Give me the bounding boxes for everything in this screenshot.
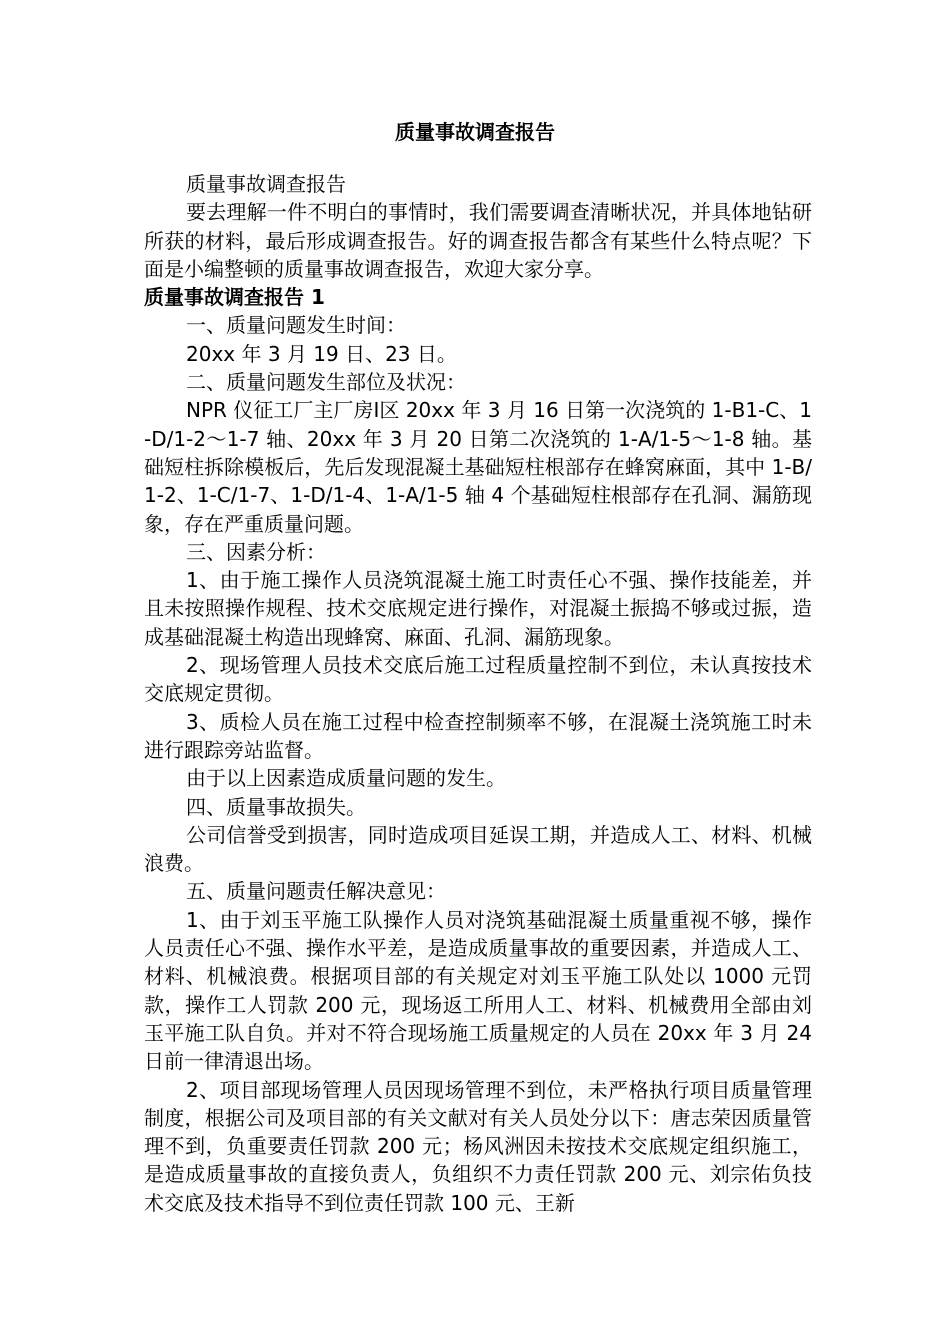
paragraph: 3、质检人员在施工过程中检查控制频率不够，在混凝土浇筑施工时未进行跟踪旁站监督。: [144, 709, 812, 762]
document-body: [144, 170, 812, 1217]
document-title: 质量事故调查报告: [395, 120, 555, 144]
paragraph: 1、由于刘玉平施工队操作人员对浇筑基础混凝土质量重视不够，操作人员责任心不强、操作水平差，是造成质量事故的重要因素，并造成人工、材料、机械浪费。根据项目部的有关规定对刘玉平施工队处以 1000 元罚款，操作工人罚款 200 元，现场返工所用人工、材料、机械费用全部由刘玉平施工队自负。并对不符合现场施工质量规定的人员在 20xx 年 3 月 24 日前一律清退出场。: [144, 907, 812, 1074]
paragraph: 由于以上因素造成质量问题的发生。: [186, 766, 506, 791]
paragraph-subtitle: 质量事故调查报告: [186, 172, 346, 196]
paragraph: 20xx 年 3 月 19 日、23 日。: [186, 341, 457, 366]
paragraph: 2、现场管理人员技术交底后施工过程质量控制不到位，未认真按技术交底规定贯彻。: [144, 653, 812, 706]
paragraph-item-heading: 二、质量问题发生部位及状况：: [186, 370, 466, 395]
paragraph: NPR 仪征工厂主厂房Ⅰ区 20xx 年 3 月 16 日第一次浇筑的 1-B1-C、1-D/1-2～1-7 轴、20xx 年 3 月 20 日第二次浇筑的 1-A/1-5～1-8 轴。基础短柱拆除模板后，先后发现混凝土基础短柱根部存在蜂窝麻面，其中 1-B/1-2、1-C/1-7、1-D/1-4、1-A/1-5 轴 4 个基础短柱根部存在孔洞、漏筋现象，存在严重质量问题。: [144, 398, 812, 536]
paragraph-item-heading: 三、因素分析：: [186, 539, 326, 564]
paragraph: 1、由于施工操作人员浇筑混凝土施工时责任心不强、操作技能差，并且未按照操作规程、技术交底规定进行操作，对混凝土振捣不够或过振，造成基础混凝土构造出现蜂窝、麻面、孔洞、漏筋现象。: [144, 568, 812, 649]
paragraph-item-heading: 五、质量问题责任解决意见：: [186, 879, 446, 904]
paragraph: 公司信誉受到损害，同时造成项目延误工期，并造成人工、材料、机械浪费。: [144, 822, 812, 876]
section-heading-report-1: 质量事故调查报告 1: [144, 285, 325, 310]
paragraph-item-heading: 四、质量事故损失。: [186, 794, 366, 819]
paragraph-item-heading: 一、质量问题发生时间：: [186, 313, 406, 338]
paragraph: 2、项目部现场管理人员因现场管理不到位，未严格执行项目质量管理制度，根据公司及项目部的有关文献对有关人员处分以下：唐志荣因质量管理不到，负重要责任罚款 200 元；杨风洲因未按技术交底规定组织施工，是造成质量事故的直接负责人，负组织不力责任罚款 200 元、刘宗佑负技术交底及技术指导不到位责任罚款 100 元、王新: [144, 1077, 812, 1215]
paragraph-intro: 要去理解一件不明白的事情时，我们需要调查清晰状况，并具体地钻研所获的材料，最后形成调查报告。好的调查报告都含有某些什么特点呢？下面是小编整顿的质量事故调查报告，欢迎大家分享。: [144, 200, 812, 281]
